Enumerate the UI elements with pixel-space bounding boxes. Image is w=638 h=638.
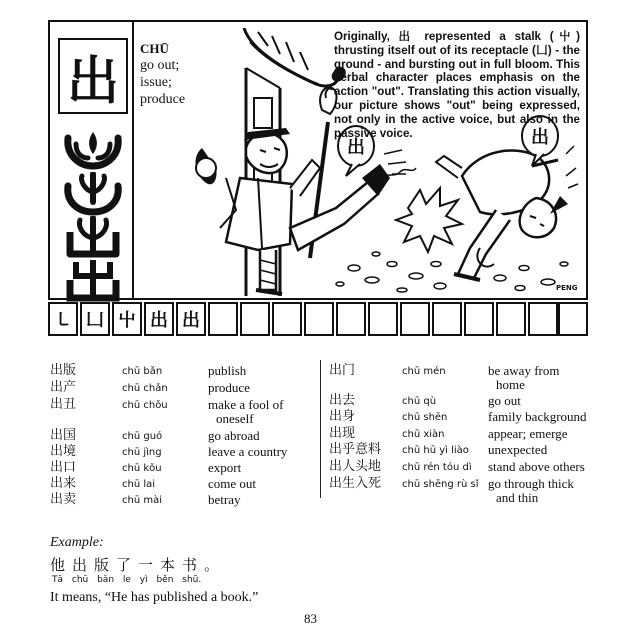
artist-signature: PENG — [556, 284, 578, 292]
vocab-pinyin: chū qù — [402, 396, 437, 407]
vocab-meaning: be away from — [488, 363, 560, 378]
vocab-pinyin: chū rén tóu dì — [402, 462, 472, 473]
empty-cell — [304, 302, 334, 336]
vocab-word: 出版 — [50, 363, 77, 378]
empty-cell — [528, 302, 558, 336]
evolution-cell: 出 — [176, 302, 206, 336]
vocab-pinyin: chū hū yì liào — [402, 445, 469, 456]
vocab-meaning: family background — [488, 409, 587, 424]
vocab-meaning-cont: oneself — [216, 411, 254, 426]
empty-cell — [208, 302, 238, 336]
ancient-form-2 — [62, 172, 124, 216]
example-sentence: 他出版了一本书。 — [50, 556, 227, 574]
vocab-pinyin: chū shēng rù sǐ — [402, 479, 479, 490]
empty-cell — [240, 302, 270, 336]
ancient-form-3 — [62, 216, 124, 260]
vocab-pinyin: chū xiàn — [402, 429, 445, 440]
vocab-word: 出去 — [329, 393, 356, 408]
vocab-word: 出来 — [50, 476, 77, 491]
vocab-word: 出生入死 — [329, 476, 382, 491]
vocab-meaning: publish — [208, 363, 247, 378]
character-column — [50, 22, 134, 298]
empty-cell — [400, 302, 430, 336]
stroke-evolution-strip — [48, 302, 588, 338]
vocab-pinyin: chū mén — [402, 366, 446, 377]
vocab-word: 出乎意料 — [329, 442, 382, 457]
vocab-word: 出卖 — [50, 492, 77, 507]
vocab-word: 出门 — [329, 363, 356, 378]
vocab-word: 出身 — [329, 409, 356, 424]
evolution-cell: 凵 — [80, 302, 110, 336]
vocab-pinyin: chū mài — [122, 495, 162, 506]
vocab-word: 出口 — [50, 460, 77, 475]
vocab-meaning: go through thick — [488, 476, 574, 491]
vocab-pinyin: chū guó — [122, 431, 163, 442]
vocab-meaning: make a fool of — [208, 397, 284, 412]
vocab-meaning: unexpected — [488, 442, 548, 457]
meaning-line: go out; — [140, 58, 180, 73]
character-description: Originally, 出 represented a stalk (屮) thrusting itself out of its receptacle (凵) - the ground - and bursting out in full bloom. This verbal character places emphasis on the action "out". Translating this action visually, our picture shows "out" being expressed, not only in the active voice, but also in the passive voice. — [334, 30, 580, 140]
empty-cell — [272, 302, 302, 336]
example-label: Example: — [50, 535, 104, 550]
empty-cell — [464, 302, 494, 336]
main-character: 出 — [58, 38, 128, 114]
vocab-word: 出人头地 — [329, 459, 382, 474]
empty-cell — [558, 302, 588, 336]
meaning-line: produce — [140, 92, 186, 107]
vocab-word: 出境 — [50, 444, 77, 459]
empty-cell — [368, 302, 398, 336]
vocab-meaning: come out — [208, 476, 257, 491]
vocab-pinyin: chū lai — [122, 479, 156, 490]
vocab-pinyin: chū jìng — [122, 447, 162, 458]
vocab-pinyin: chū chǒu — [122, 400, 168, 411]
example-translation: It means, “He has published a book.” — [50, 590, 259, 605]
empty-cell — [336, 302, 366, 336]
speech-bubble-right: 出 — [531, 127, 549, 148]
vocab-pinyin: chū chǎn — [122, 383, 168, 394]
vocab-meaning: go out — [488, 393, 521, 408]
vocab-meaning-cont: and thin — [496, 490, 539, 505]
ancient-form-1 — [62, 128, 124, 172]
page-number: 83 — [304, 611, 317, 626]
vocab-pinyin: chū shēn — [402, 412, 448, 423]
vocab-meaning-cont: home — [496, 377, 525, 392]
vocab-pinyin: chū kǒu — [122, 463, 162, 474]
empty-cell — [496, 302, 526, 336]
vocab-meaning: stand above others — [488, 459, 585, 474]
empty-cell — [432, 302, 462, 336]
vocab-word: 出产 — [50, 380, 77, 395]
evolution-cell: ㇄ — [48, 302, 78, 336]
character-pinyin: CHŪ — [140, 41, 169, 56]
meaning-line: issue; — [140, 75, 172, 90]
vocab-meaning: appear; emerge — [488, 426, 568, 441]
vocab-word: 出现 — [329, 426, 356, 441]
vocab-meaning: betray — [208, 492, 241, 507]
example-pinyin: Tā chū bǎn le yì běn shū. — [52, 575, 202, 585]
vocab-meaning: export — [208, 460, 242, 475]
speech-bubble-left: 出 — [347, 137, 365, 158]
evolution-cell: 屮 — [112, 302, 142, 336]
evolution-cell: 出 — [144, 302, 174, 336]
vocab-divider — [320, 360, 321, 498]
vocab-meaning: go abroad — [208, 428, 260, 443]
ancient-form-4 — [62, 258, 124, 302]
character-panel — [48, 20, 588, 300]
vocab-meaning: produce — [208, 380, 250, 395]
vocab-word: 出国 — [50, 428, 77, 443]
vocab-pinyin: chū bǎn — [122, 366, 163, 377]
vocab-word: 出丑 — [50, 397, 77, 412]
vocab-meaning: leave a country — [208, 444, 288, 459]
